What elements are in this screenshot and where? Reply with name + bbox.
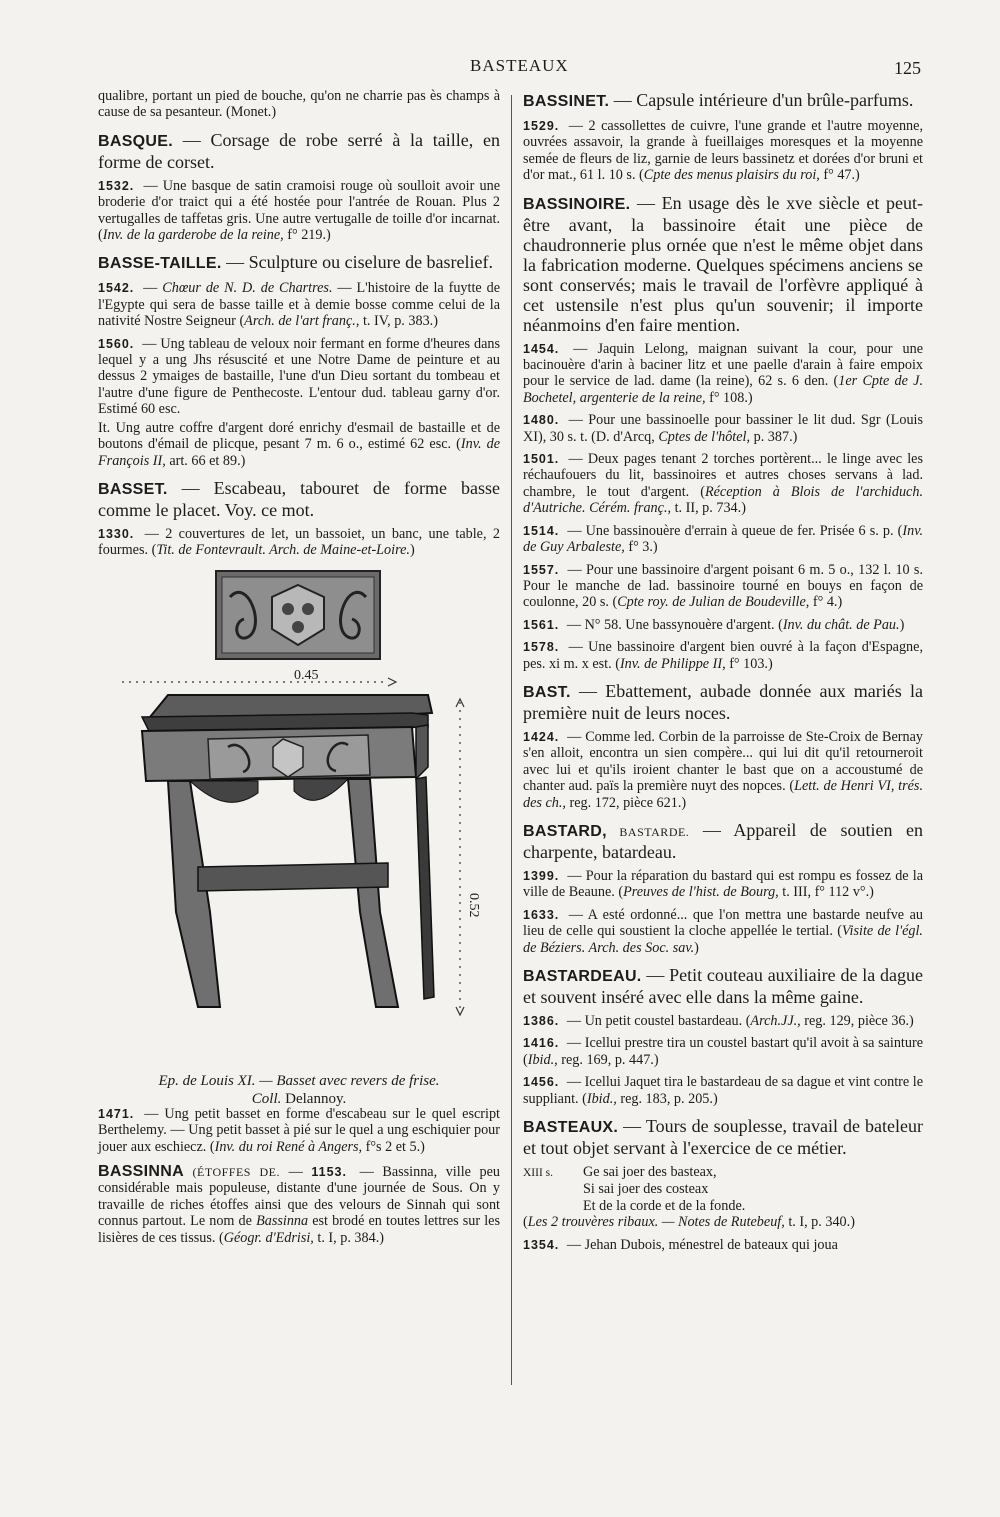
headword: BASSINET. xyxy=(523,93,610,110)
citation-tail: reg. 183, p. 205.) xyxy=(616,1090,718,1107)
entry-basset xyxy=(98,478,500,559)
citation-source: Ibid., xyxy=(586,1090,617,1107)
entry-bassinna xyxy=(98,1164,500,1246)
left-column xyxy=(98,88,500,1246)
citation-tail: art. 66 et 89.) xyxy=(165,452,246,469)
citation-source: Ibid., xyxy=(527,1051,558,1068)
citation-text-2: est brodé en toutes lettres sur les lisières de ces tissus. ( xyxy=(98,1213,501,1246)
citation-year: 1560. xyxy=(98,336,135,351)
entry-bastard xyxy=(523,820,923,956)
citation-year: 1454. xyxy=(523,341,560,356)
citation xyxy=(523,868,923,901)
citation xyxy=(523,562,923,611)
entry-basteaux xyxy=(523,1116,923,1253)
entry-head xyxy=(523,90,923,112)
entry-head xyxy=(98,130,500,172)
citation-year: 1480. xyxy=(523,413,560,428)
headword-sub: (ÉTOFFES DE. xyxy=(183,1164,281,1179)
citation-text: — Pour la réparation du bastard qui est rompu es fossez de la ville de Beaune. ( xyxy=(523,867,923,901)
entry-head xyxy=(523,1116,923,1158)
verse-quotation xyxy=(523,1164,923,1231)
citation-source: Lett. de Henri VI, trés. des ch., xyxy=(523,778,923,811)
citation xyxy=(523,412,923,445)
headword-sub: BASTARDE. xyxy=(606,824,690,839)
entry-basse-taille xyxy=(98,252,500,468)
citation-text: — Une bassinouère d'errain à queue de fer. Prisée 6 s. p. ( xyxy=(563,522,903,539)
citation-tail: f° 3.) xyxy=(624,539,658,556)
citation-year: 1471. xyxy=(98,1106,135,1121)
citation-year: 1424. xyxy=(523,729,560,744)
citation xyxy=(523,523,923,556)
entry-head xyxy=(523,193,923,335)
citation-year: 1514. xyxy=(523,523,560,538)
citation-text: — Jaquin Lelong, maignan suivant la cour, pour une bacinouère d'arin à baciner litz et une paelle d'arain à faire empoix pour le service de lad. dame (la reine), 62 s. 6 den. ( xyxy=(523,340,923,390)
height-measure xyxy=(456,699,481,1015)
entry-basque xyxy=(98,130,500,244)
verse-line: Et de la corde et de la fonde. xyxy=(583,1197,746,1214)
citation-text: — A esté ordonné... que l'on mettra une bastarde neufve au lieu de celle qui soustient la cloche appellée le tertial. ( xyxy=(523,906,923,940)
citation-tail: ) xyxy=(694,939,699,956)
citation xyxy=(523,1035,923,1068)
citation-source: Géogr. d'Edrisi, xyxy=(223,1229,314,1246)
continued-text: qualibre, portant un pied de bouche, qu'on ne charrie pas ès champs à cause de sa pesanteur. (Monet.) xyxy=(98,88,500,121)
width-label: 0.45 xyxy=(294,667,319,683)
frieze-panel xyxy=(216,571,380,659)
entry-basset-continued xyxy=(98,1106,500,1155)
citation-year: 1557. xyxy=(523,562,560,577)
citation xyxy=(523,907,923,956)
page-number: 125 xyxy=(894,58,921,78)
citation-text: — Une bassinoire d'argent bien ouvré à la façon d'Espagne, pes. xi m. x est. ( xyxy=(523,639,923,672)
citation xyxy=(98,280,500,329)
citation-lead-italic: Chœur de N. D. de Chartres. xyxy=(162,280,333,297)
citation-tail: f° 4.) xyxy=(809,594,843,611)
headword: BASSE-TAILLE. xyxy=(98,255,222,273)
citation-text: — Icellui prestre tira un coustel bastart qu'il avoit à sa sainture ( xyxy=(523,1035,923,1068)
citation-year: 1532. xyxy=(98,178,135,193)
citation-source: Arch. de l'art franç. xyxy=(244,313,356,330)
citation-tail: f°s 2 et 5.) xyxy=(362,1138,425,1155)
verse-line: Si sai joer des costeax xyxy=(583,1181,709,1198)
headword: BASTARDEAU. xyxy=(523,968,642,985)
citation-source: Inv. de Guy Arbaleste, xyxy=(523,522,923,556)
citation xyxy=(523,118,923,184)
definition: — En usage dès le xve siècle et peut-être avant, la bassinoire était une pièce de chaudronnerie plus ornée que n'est le même objet dans la fabrication moderne. Quelques spécimens anciens se sont conservés; mais le travail de l'orfèvre appliqué à cet ustensile n'est plus qu'un souvenir; il importe néanmoins d'en faire mention. xyxy=(523,192,923,335)
citation-tail: t. II, p. 734.) xyxy=(671,500,746,517)
citation xyxy=(523,1013,923,1029)
citation xyxy=(523,1074,923,1107)
citation-text: It. Ung autre coffre d'argent doré enrichy d'esmail de bastaille et de boutons d'émail de plicque, pesant 7 m. 6 o., estimé 62 esc. ( xyxy=(98,419,500,453)
entry-head xyxy=(98,478,500,520)
citation-text: — 2 couvertures de let, un bassoiet, un banc, une table, 2 fourmes. ( xyxy=(98,525,500,559)
citation-source: Inv. de la garderobe de la reine, xyxy=(102,227,284,244)
citation-year: 1399. xyxy=(523,868,560,883)
definition: — Corsage de robe serré à la taille, en forme de corset. xyxy=(98,129,500,172)
caption-collector: Delannoy. xyxy=(281,1090,347,1107)
citation-text: — Bassinna, ville peu considérable mais populeuse, distante d'une journée de Sous. On y travaille de riches étoffes ainsi que des velours de Sinnah qui sont connus partout. Le nom de xyxy=(98,1163,501,1230)
citation-source: Tit. de Fontevrault. Arch. de Maine-et-Loire. xyxy=(156,542,410,559)
definition: — Ebattement, aubade donnée aux mariés la première nuit de leurs noces. xyxy=(523,680,923,723)
definition: — Sculpture ou ciselure de basrelief. xyxy=(221,252,494,273)
citation-source: Inv. du chât. de Pau. xyxy=(782,616,900,633)
citation-text: — Pour une bassinoire d'argent poisant 6 m. 5 o., 132 l. 10 s. Pour le manche de lad. bassinoire tourné en bouys en façon de coulonne, 20 s. ( xyxy=(523,561,923,611)
citation-text: — Icellui Jaquet tira le bastardeau de sa dague et vint contre le suppliant. ( xyxy=(523,1074,923,1107)
definition: — Capsule intérieure d'un brûle-parfums. xyxy=(609,90,914,110)
entry-head xyxy=(523,681,923,723)
citation-source: Visite de l'égl. de Béziers. Arch. des Soc. sav. xyxy=(523,923,923,956)
height-label: 0.52 xyxy=(466,892,481,918)
citation-tail: reg. 169, p. 447.) xyxy=(557,1051,659,1068)
citation-tail: f° 219.) xyxy=(283,227,331,244)
citation-text: — Ung tableau de veloux noir fermant en forme d'heures dans lequel y a ung Jhs résuscité et une Notre Dame de peinture et au dessus 2 ymaiges de bastaille, l'une d'un Dieu sortant du tombeau et l'autre d'une figure de Penthecoste. L'entour dud. tableau garny d'or. Estimé 60 esc. xyxy=(98,335,500,418)
citation-tail: f° 103.) xyxy=(725,655,773,672)
citation-source: Inv. du roi René à Angers, xyxy=(214,1138,363,1155)
citation-source: Cptes de l'hôtel, xyxy=(658,428,751,445)
entry-head xyxy=(523,965,923,1007)
citation-source: Cpte des menus plaisirs du roi, xyxy=(643,167,820,184)
citation-source: Preuves de l'hist. de Bourg, xyxy=(623,884,779,901)
citation-tail: t. III, f° 112 v°.) xyxy=(778,884,874,901)
verse-source-tail: t. I, p. 340.) xyxy=(784,1214,855,1231)
citation-text: — Deux pages tenant 2 torches portèrent... le linge avec les réchaufouers du lit, bassinoires et autres choses servans à lad. chambre, le tout d'argent. ( xyxy=(523,451,923,500)
citation-source: Réception à Blois de l'archiduch. d'Autriche. Cérém. franç., xyxy=(523,483,923,517)
citation xyxy=(523,341,923,407)
headword: BASTARD, xyxy=(523,822,607,840)
citation-text: — N° 58. Une bassynouère d'argent. ( xyxy=(563,616,783,633)
definition: — Appareil de soutien en charpente, batardeau. xyxy=(523,819,923,862)
headword: BASQUE. xyxy=(98,132,173,150)
citation-tail: f° 47.) xyxy=(819,167,860,184)
headword: BASSET. xyxy=(98,480,168,498)
citation-tail: , t. IV, p. 383.) xyxy=(355,313,438,330)
column-divider xyxy=(511,95,512,1385)
citation-text: — Jehan Dubois, ménestrel de bateaux qui joua xyxy=(563,1236,838,1253)
verse-text: Ge sai joer des basteax, xyxy=(583,1164,717,1181)
verse-source-title: Les 2 trouvères ribaux. — Notes de Rutebeuf, xyxy=(527,1214,785,1231)
verse-line xyxy=(523,1164,923,1181)
caption-line-1: Ep. de Louis XI. — Basset avec revers de frise. xyxy=(158,1072,440,1089)
citation-tail: reg. 172, pièce 621.) xyxy=(565,794,687,811)
citation-source: Inv. de François II, xyxy=(98,436,500,469)
entry-bastardeau xyxy=(523,965,923,1107)
citation-tail: f° 108.) xyxy=(705,389,753,406)
basset-illustration xyxy=(98,567,500,1067)
citation-year: 1416. xyxy=(523,1036,560,1051)
citation-text: — Ung petit basset en forme d'escabeau sur le quel escript Berthelemy. — Ung petit basset à pié sur le quel a ung eschiquier pour jouer aux eschiecz. ( xyxy=(98,1105,500,1155)
citation-tail: reg. 129, pièce 36.) xyxy=(800,1013,914,1029)
entry-bast xyxy=(523,681,923,811)
right-column xyxy=(523,88,923,1253)
citation-source: 1er Cpte de J. Bochetel, argenterie de la reine, xyxy=(523,373,923,406)
citation xyxy=(523,1237,923,1253)
running-title: BASTEAUX xyxy=(470,56,569,75)
running-head xyxy=(0,52,1000,82)
citation-text: — Une basque de satin cramoisi rouge où soulloit avoir une broderie d'or traict qui a été hostée pour l'antrée de Rouan. Plus 2 vertugalles de taffetas gris. Une autre vertugalle de toille d'or incarnat. ( xyxy=(98,177,500,244)
definition: — Escabeau, tabouret de forme basse comme le placet. Voy. ce mot. xyxy=(98,477,500,520)
citation-text: — L'histoire de la fuytte de l'Egypte qui sera de basse taille et à demie bosse comme celui de la nativité Nostre Seigneur ( xyxy=(98,280,500,330)
citation-text: — 2 cassollettes de cuivre, l'une grande et l'autre moyenne, ouvrées assavoir, la grande à fueillaiges moresques et la moyenne semée de fleurs de liz, garnie de leurs bassinetz et dorées d'or bruni et d'or mat., 61 l. 10 s. ( xyxy=(523,118,923,184)
citation xyxy=(523,617,923,633)
citation-lead: — xyxy=(138,280,163,297)
citation-italic: Bassinna xyxy=(256,1213,309,1230)
definition: — Tours de souplesse, travail de bateleur et tout objet servant à l'exercice de ce métier. xyxy=(523,1116,923,1159)
verse-source-open: ( xyxy=(523,1214,528,1231)
definition: — Petit couteau auxiliaire de la dague et souvent inséré avec elle dans la même gaine. xyxy=(523,965,923,1007)
citation xyxy=(98,526,500,559)
citation-source: Cpte roy. de Julian de Boudeville, xyxy=(617,594,810,611)
citation xyxy=(98,336,500,418)
citation-year: 1501. xyxy=(523,452,560,467)
citation-tail: p. 387.) xyxy=(750,428,798,445)
caption-coll: Coll. xyxy=(251,1090,282,1107)
citation-year: 1561. xyxy=(523,617,560,632)
citation-text: — Comme led. Corbin de la parroisse de Ste-Croix de Bernay s'en alloit, encontra un sien compère... qui lui dit qu'il retourneroit avec lui et qu'ils iroient chanter le bast que on a accoustumé de chanter aud. païs la première nuyt des nopces. ( xyxy=(523,728,923,795)
citation xyxy=(98,1106,500,1155)
entry-bassinoire xyxy=(523,193,923,672)
figure-caption xyxy=(98,1072,500,1108)
citation-source: Inv. de Philippe II, xyxy=(619,655,726,672)
citation xyxy=(98,420,500,469)
verse-source xyxy=(523,1214,923,1230)
citation-source: Arch.JJ., xyxy=(750,1013,801,1029)
citation-year: 1633. xyxy=(523,907,560,922)
citation-tail: ) xyxy=(899,616,905,633)
citation-year: 1456. xyxy=(523,1075,560,1090)
century-label: XIII s. xyxy=(523,1167,554,1180)
citation-tail: t. I, p. 384.) xyxy=(313,1229,384,1246)
citation-year: 1330. xyxy=(98,526,135,541)
stool xyxy=(142,695,434,1007)
citation-year: 1386. xyxy=(523,1014,560,1028)
citation-tail: ) xyxy=(409,542,415,559)
citation-year: 1354. xyxy=(523,1237,560,1252)
basset-engraving xyxy=(98,567,500,1107)
entry-bassinet xyxy=(523,90,923,184)
entry-head xyxy=(98,252,500,274)
citation xyxy=(523,639,923,672)
entry-head xyxy=(523,820,923,862)
citation-year: 1542. xyxy=(98,281,135,296)
citation xyxy=(523,451,923,517)
headword: BASSINOIRE. xyxy=(523,195,631,213)
headword: BASSINNA xyxy=(98,1162,184,1180)
citation-text: — Un petit coustel bastardeau. ( xyxy=(563,1013,751,1029)
headword: BAST. xyxy=(523,683,571,701)
citation-year: 1578. xyxy=(523,640,560,655)
citation xyxy=(98,178,500,244)
citation-year: 1153. xyxy=(311,1164,347,1179)
width-measure xyxy=(122,668,396,686)
citation xyxy=(523,729,923,811)
citation-year: 1529. xyxy=(523,119,560,133)
headword: BASTEAUX. xyxy=(523,1119,619,1137)
citation-text: — Pour une bassinoelle pour bassiner le lit dud. Sgr (Louis XI), 30 s. t. (D. d'Arcq, xyxy=(523,412,923,445)
citation: BASSINNA (ÉTOFFES DE. — 1153. — Bassinna, ville peu considérable mais populeuse, distante d'une journée de Sous. On y travaille de riches étoffes ainsi que des velours de Sinnah qui sont connus partout. Le nom de Bassinna est brodé en toutes lettres sur les lisières de ces tissus. (Géogr. d'Edrisi, t. I, p. 384.) xyxy=(98,1162,501,1246)
